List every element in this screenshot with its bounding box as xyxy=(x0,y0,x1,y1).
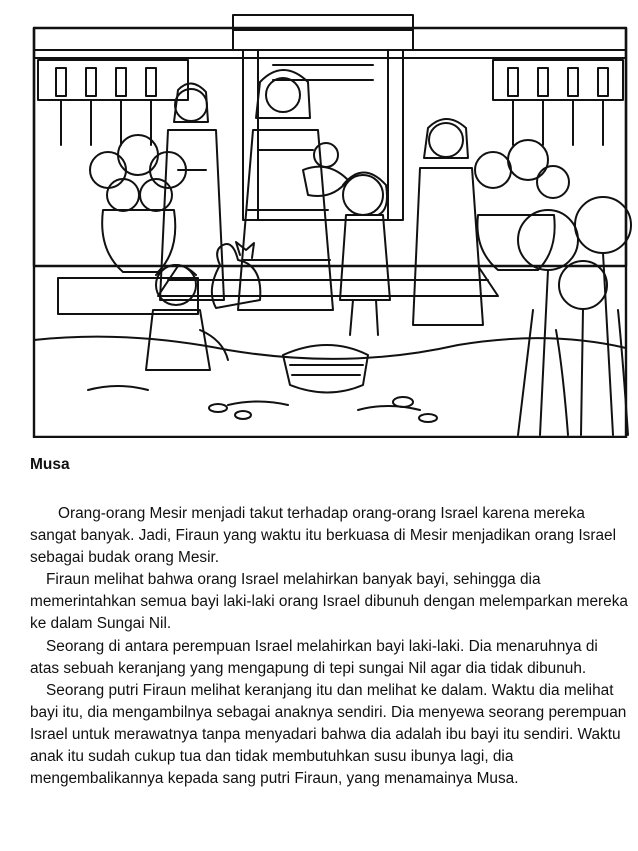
palace-wall xyxy=(34,28,626,266)
right-columns xyxy=(493,60,623,145)
right-potted-plant xyxy=(475,140,569,270)
servant-woman-right xyxy=(413,119,483,325)
left-potted-plant xyxy=(90,135,186,272)
story-paragraph: Firaun melihat bahwa orang Israel melahirkan banyak bayi, sehingga dia memerintahkan semua bayi laki-laki orang Israel dibunuh dengan melemparkan mereka ke dalam Sungai Nil. xyxy=(30,571,628,633)
coloring-illustration xyxy=(28,10,633,438)
cat xyxy=(212,242,260,308)
story-body xyxy=(30,503,630,790)
moses-basket xyxy=(283,345,368,393)
nile-river xyxy=(34,337,626,422)
story-paragraph: Seorang putri Firaun melihat keranjang itu dan melihat ke dalam. Waktu dia melihat bayi itu, dia mengambilnya sebagai anaknya sendiri. Dia menyewa seorang perempuan Israel untuk merawatnya tanpa menyadari bahwa dia adalah ibu bayi itu sendiri. Waktu anak itu sudah cukup tua dan tidak membutuhkan susu ibunya lagi, dia mengembalikannya kepada sang putri Firaun, yang menamainya Musa. xyxy=(30,681,627,788)
papyrus-reeds xyxy=(518,197,631,435)
servant-woman-left xyxy=(160,83,224,300)
pharaohs-daughter xyxy=(238,70,333,310)
girl-miriam xyxy=(340,173,390,336)
left-columns xyxy=(38,60,188,145)
story-title: Musa xyxy=(30,456,70,473)
story-paragraph: Seorang di antara perempuan Israel melahirkan bayi laki-laki. Dia menaruhnya di atas sebuah keranjang yang mengapung di tepi sungai Nil agar dia tidak dibunuh. xyxy=(30,637,598,677)
palace-steps xyxy=(58,266,498,314)
story-paragraph: Orang-orang Mesir menjadi takut terhadap orang-orang Israel karena mereka sangat banyak. Jadi, Firaun yang waktu itu berkuasa di Mesir menjadikan orang Israel sebagai budak orang Mesir. xyxy=(30,505,617,567)
